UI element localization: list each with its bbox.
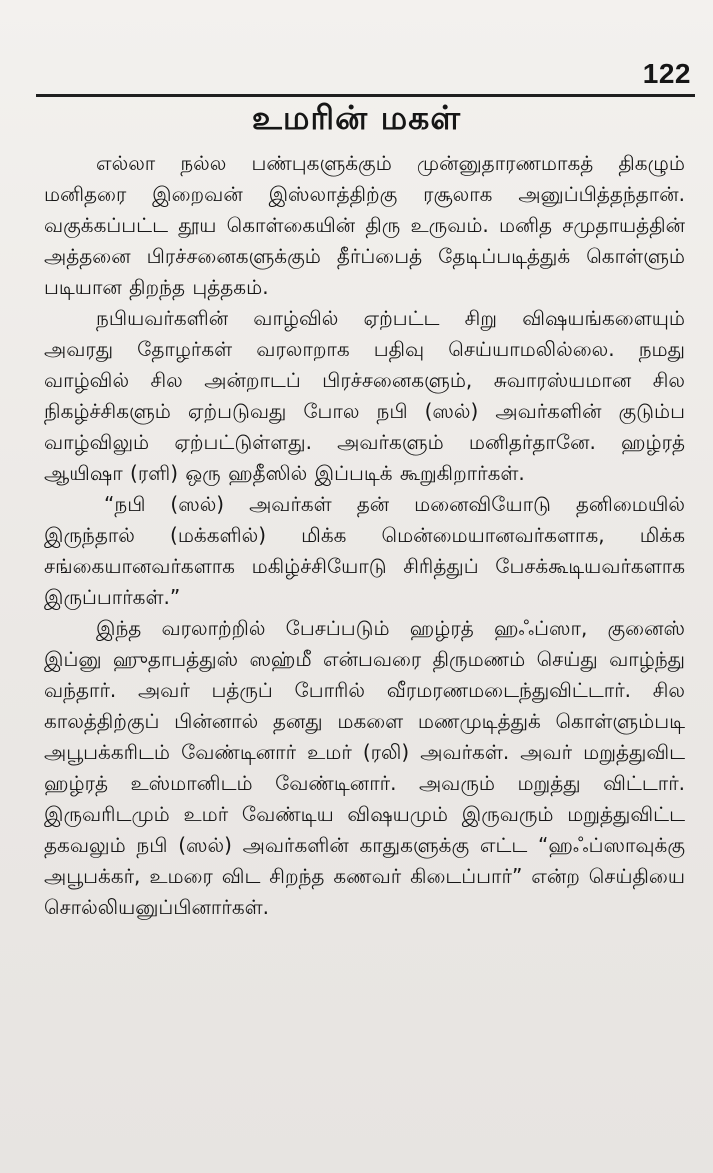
page-number: 122	[642, 58, 691, 89]
hadith-quote: “நபி (ஸல்) அவர்கள் தன் மனைவியோடு தனிமையில் இருந்தால் (மக்களில்) மிக்க மென்மையானவர்களாக, மிக்க சங்கையானவர்களாக மகிழ்ச்சியோடு சிரித்துப் பேசக்கூடியவர்களாக இருப்பார்கள்.”	[44, 492, 685, 609]
paragraph-2: நபியவர்களின் வாழ்வில் ஏற்பட்ட சிறு விஷயங்களையும் அவரது தோழர்கள் வரலாறாக பதிவு செய்யாமலில்லை. நமது வாழ்வில் சில அன்றாடப் பிரச்சனைகளும், சுவாரஸ்யமான சில நிகழ்ச்சிகளும் ஏற்படுவது போல நபி (ஸல்) அவர்களின் குடும்ப வாழ்விலும் ஏற்பட்டுள்ளது. அவர்களும் மனிதர்தானே. ஹழ்ரத் ஆயிஷா (ரளி) ஒரு ஹதீஸில் இப்படிக் கூறுகிறார்கள்.	[44, 306, 685, 485]
chapter-title: உமரின் மகள்	[251, 98, 462, 137]
header-rule	[36, 94, 695, 97]
paragraph-1: எல்லா நல்ல பண்புகளுக்கும் முன்னுதாரணமாகத் திகழும் மனிதரை இறைவன் இஸ்லாத்திற்கு ரசூலாக அனுப்பித்தந்தான். வகுக்கப்பட்ட தூய கொள்கையின் திரு உருவம். மனித சமுதாயத்தின் அத்தனை பிரச்சனைகளுக்கும் தீர்ப்பைத் தேடிப்படித்துக் கொள்ளும் படியான திறந்த புத்தகம்.	[44, 151, 685, 299]
chapter-body	[44, 148, 685, 923]
paragraph-3: இந்த வரலாற்றில் பேசப்படும் ஹழ்ரத் ஹஃப்ஸா, குனைஸ் இப்னு ஹுதாபத்துஸ் ஸஹ்மீ என்பவரை திருமணம் செய்து வாழ்ந்து வந்தார். அவர் பத்ருப் போரில் வீரமரணமடைந்துவிட்டார். சில காலத்திற்குப் பின்னால் தனது மகளை மணமுடித்துக் கொள்ளும்படி அபூபக்கரிடம் வேண்டினார் உமர் (ரலி) அவர்கள். அவர் மறுத்துவிட ஹழ்ரத் உஸ்மானிடம் வேண்டினார். அவரும் மறுத்து விட்டார். இருவரிடமும் உமர் வேண்டிய விஷயமும் இருவரும் மறுத்துவிட்ட தகவலும் நபி (ஸல்) அவர்களின் காதுகளுக்கு எட்ட “ஹஃப்ஸாவுக்கு அபூபக்கர், உமரை விட சிறந்த கணவர் கிடைப்பார்” என்ற செய்தியை சொல்லியனுப்பினார்கள்.	[44, 616, 685, 919]
